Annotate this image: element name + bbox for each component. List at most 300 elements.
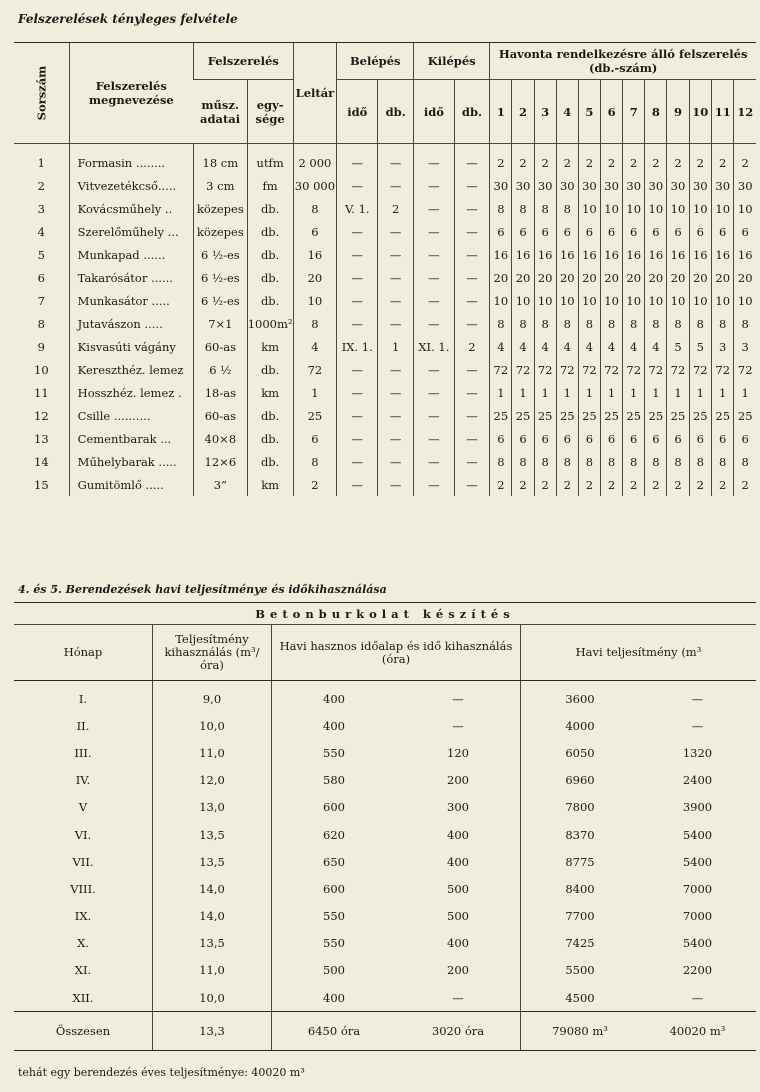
row-kilepes-db: — [454, 174, 490, 197]
kihasznalas: 400 [447, 936, 469, 951]
table-row [14, 984, 756, 1012]
header-felszereles: Felszerelés [193, 43, 293, 80]
row-kilepes-ido: — [414, 289, 455, 312]
row-month-value: 72 [734, 358, 756, 381]
row-leltar: 10 [293, 289, 337, 312]
row-kilepes-ido: — [414, 220, 455, 243]
row-belepes-db: — [378, 404, 414, 427]
row-month-value: 25 [712, 404, 734, 427]
row-month-value: 5 [667, 335, 689, 358]
row-month-value: 4 [578, 335, 600, 358]
havi-a: 8400 [521, 875, 640, 902]
row-kilepes-ido: — [414, 450, 455, 473]
row-desc: Hosszhéz. lemez . [69, 381, 193, 404]
table2-title: 4. és 5. Berendezések havi teljesítménye és időkihasználása [18, 583, 387, 596]
row-number: 5 [37, 247, 45, 262]
row-month-value: 2 [556, 144, 578, 175]
row-month-value: 10 [734, 289, 756, 312]
idoalap: 600 [272, 794, 397, 821]
header-havonta: Havonta rendelkezésre álló felszerelés (db.-szám) [490, 43, 756, 80]
kihasznalas: — [452, 691, 464, 706]
row-month-value: 1 [512, 381, 534, 404]
row-desc: Munkapad ...... [69, 243, 193, 266]
row-month-value: 8 [534, 312, 556, 335]
kihasznalas: 400 [447, 854, 469, 869]
row-month-value: 1 [534, 381, 556, 404]
row-month-value: 10 [667, 197, 689, 220]
month-label: III. [74, 745, 92, 760]
row-kilepes-ido: XI. 1. [414, 335, 455, 358]
row-month-value: 6 [556, 427, 578, 450]
row-month-value: 2 [490, 473, 512, 496]
header-month: 4 [556, 80, 578, 144]
idoalap: 500 [272, 957, 397, 984]
total-row [14, 1012, 756, 1051]
havi-a: 8775 [521, 848, 640, 875]
performance-table [14, 602, 756, 1051]
total-idoalap: 6450 óra [272, 1012, 397, 1051]
row-desc: Műhelybarak ..... [69, 450, 193, 473]
header-sorszam: Sorszám [14, 43, 69, 144]
row-month-value: 25 [578, 404, 600, 427]
row-month-value: 72 [556, 358, 578, 381]
row-month-value: 72 [534, 358, 556, 381]
row-kilepes-ido: — [414, 473, 455, 496]
row-month-value: 2 [490, 144, 512, 175]
kihasznalas: 500 [447, 881, 469, 896]
row-number: 7 [37, 293, 45, 308]
row-month-value: 30 [601, 174, 623, 197]
row-month-value: 8 [490, 450, 512, 473]
header-kilepes-db: db. [454, 80, 490, 144]
row-month-value: 6 [601, 220, 623, 243]
havi-b: 2200 [682, 963, 713, 978]
row-month-value: 8 [578, 450, 600, 473]
teljesitmeny: 9,0 [153, 681, 272, 713]
havi-a: 8370 [521, 821, 640, 848]
row-belepes-db: 2 [378, 197, 414, 220]
month-label: VI. [74, 827, 92, 842]
row-month-value: 8 [667, 450, 689, 473]
row-number: 2 [37, 178, 45, 193]
row-month-value: 6 [712, 427, 734, 450]
table2-subtitle: Betonburkolat készítés [14, 603, 756, 625]
table-row [14, 821, 756, 848]
row-adat: 3” [193, 473, 247, 496]
header-month: 1 [490, 80, 512, 144]
row-kilepes-db: — [454, 197, 490, 220]
havi-a: 7425 [521, 930, 640, 957]
idoalap: 550 [272, 739, 397, 766]
row-kilepes-ido: — [414, 144, 455, 175]
table1-title: Felszerelések tényleges felvétele [18, 12, 238, 26]
row-month-value: 25 [734, 404, 756, 427]
row-number: 8 [37, 316, 45, 331]
row-desc: Kisvasúti vágány [69, 335, 193, 358]
header-month: 9 [667, 80, 689, 144]
row-kilepes-db: 2 [454, 335, 490, 358]
row-month-value: 6 [623, 427, 645, 450]
row-leltar: 4 [293, 335, 337, 358]
row-month-value: 10 [645, 197, 667, 220]
idoalap: 580 [272, 767, 397, 794]
row-belepes-ido: — [337, 220, 378, 243]
month-label: VII. [72, 854, 94, 869]
row-month-value: 16 [689, 243, 711, 266]
header-teljesitmeny: Teljesítmény kihasználás (m³/óra) [153, 625, 272, 681]
row-month-value: 8 [512, 450, 534, 473]
row-month-value: 6 [734, 220, 756, 243]
row-month-value: 72 [512, 358, 534, 381]
table-row [14, 930, 756, 957]
row-month-value: 4 [556, 335, 578, 358]
row-kilepes-db: — [454, 266, 490, 289]
row-month-value: 2 [512, 473, 534, 496]
row-number: 10 [34, 362, 49, 377]
teljesitmeny: 10,0 [153, 984, 272, 1012]
row-month-value: 10 [645, 289, 667, 312]
row-month-value: 2 [578, 473, 600, 496]
row-belepes-db: 1 [378, 335, 414, 358]
header-month: 3 [534, 80, 556, 144]
header-egyseg: egy-sége [247, 80, 293, 144]
row-month-value: 10 [689, 289, 711, 312]
row-month-value: 10 [712, 197, 734, 220]
header-month: 5 [578, 80, 600, 144]
row-number: 13 [34, 431, 49, 446]
header-idoalap: Havi hasznos időalap és idő kihasználás (óra) [272, 625, 521, 681]
row-month-value: 72 [490, 358, 512, 381]
row-month-value: 6 [578, 220, 600, 243]
row-month-value: 1 [490, 381, 512, 404]
row-month-value: 6 [623, 220, 645, 243]
table-row [14, 197, 756, 220]
idoalap: 650 [272, 848, 397, 875]
row-month-value: 30 [512, 174, 534, 197]
row-egyseg: db. [247, 289, 293, 312]
month-label: IX. [74, 909, 92, 924]
row-egyseg: db. [247, 358, 293, 381]
row-belepes-db: — [378, 312, 414, 335]
row-month-value: 1 [578, 381, 600, 404]
row-month-value: 2 [645, 144, 667, 175]
havi-b: 5400 [682, 827, 713, 842]
row-month-value: 16 [601, 243, 623, 266]
row-egyseg: db. [247, 197, 293, 220]
row-month-value: 2 [645, 473, 667, 496]
row-month-value: 72 [712, 358, 734, 381]
row-month-value: 8 [601, 450, 623, 473]
row-month-value: 20 [623, 266, 645, 289]
row-egyseg: db. [247, 427, 293, 450]
row-month-value: 6 [601, 427, 623, 450]
row-egyseg: fm [247, 174, 293, 197]
row-adat: 6 ½-es [193, 289, 247, 312]
row-desc: Formasin ........ [69, 144, 193, 175]
row-month-value: 2 [578, 144, 600, 175]
row-belepes-ido: — [337, 243, 378, 266]
row-kilepes-db: — [454, 220, 490, 243]
row-month-value: 6 [645, 427, 667, 450]
row-month-value: 8 [556, 312, 578, 335]
kihasznalas: — [452, 718, 464, 733]
row-month-value: 20 [645, 266, 667, 289]
row-month-value: 2 [689, 144, 711, 175]
kihasznalas: 120 [447, 745, 469, 760]
row-belepes-ido: — [337, 289, 378, 312]
row-adat: 3 cm [193, 174, 247, 197]
row-number: 3 [37, 201, 45, 216]
row-leltar: 72 [293, 358, 337, 381]
table-row [14, 681, 756, 713]
row-adat: 12×6 [193, 450, 247, 473]
row-month-value: 20 [578, 266, 600, 289]
row-belepes-db: — [378, 243, 414, 266]
row-number: 1 [37, 155, 45, 170]
havi-a: 7700 [521, 903, 640, 930]
month-label: VIII. [70, 881, 96, 896]
row-month-value: 30 [556, 174, 578, 197]
row-month-value: 10 [667, 289, 689, 312]
header-belepes-db: db. [378, 80, 414, 144]
havi-b: — [691, 718, 704, 733]
kihasznalas: 500 [447, 909, 469, 924]
row-desc: Csille .......... [69, 404, 193, 427]
row-month-value: 6 [534, 427, 556, 450]
row-leltar: 6 [293, 427, 337, 450]
row-month-value: 10 [623, 197, 645, 220]
row-month-value: 8 [601, 312, 623, 335]
header-belepes: Belépés [337, 43, 414, 80]
row-month-value: 10 [734, 197, 756, 220]
row-egyseg: db. [247, 404, 293, 427]
row-kilepes-ido: — [414, 174, 455, 197]
row-kilepes-ido: — [414, 312, 455, 335]
row-month-value: 8 [623, 312, 645, 335]
row-belepes-ido: — [337, 450, 378, 473]
month-label: V [78, 800, 88, 815]
row-belepes-ido: IX. 1. [337, 335, 378, 358]
row-month-value: 8 [667, 312, 689, 335]
row-belepes-ido: — [337, 312, 378, 335]
row-leltar: 25 [293, 404, 337, 427]
row-month-value: 25 [645, 404, 667, 427]
table-row [14, 266, 756, 289]
row-month-value: 8 [734, 450, 756, 473]
row-number: 11 [34, 385, 49, 400]
header-musz: műsz. adatai [193, 80, 247, 144]
row-month-value: 2 [534, 144, 556, 175]
row-belepes-db: — [378, 220, 414, 243]
havi-b: 7000 [682, 881, 713, 896]
row-month-value: 6 [667, 220, 689, 243]
row-month-value: 2 [512, 144, 534, 175]
row-month-value: 2 [623, 473, 645, 496]
row-month-value: 5 [689, 335, 711, 358]
row-month-value: 2 [534, 473, 556, 496]
havi-b: 5400 [682, 854, 713, 869]
row-month-value: 4 [534, 335, 556, 358]
row-month-value: 8 [689, 450, 711, 473]
month-label: X. [77, 936, 89, 951]
row-month-value: 8 [712, 450, 734, 473]
row-month-value: 10 [512, 289, 534, 312]
row-month-value: 16 [578, 243, 600, 266]
row-kilepes-db: — [454, 289, 490, 312]
row-month-value: 6 [689, 220, 711, 243]
row-month-value: 25 [512, 404, 534, 427]
row-kilepes-db: — [454, 312, 490, 335]
row-month-value: 6 [490, 427, 512, 450]
teljesitmeny: 12,0 [153, 767, 272, 794]
kihasznalas: 200 [447, 773, 469, 788]
row-month-value: 4 [601, 335, 623, 358]
row-month-value: 20 [490, 266, 512, 289]
header-leltar: Leltár [293, 43, 337, 144]
row-egyseg: km [247, 381, 293, 404]
row-month-value: 2 [734, 473, 756, 496]
row-month-value: 72 [601, 358, 623, 381]
row-month-value: 72 [667, 358, 689, 381]
row-month-value: 6 [534, 220, 556, 243]
row-adat: 40×8 [193, 427, 247, 450]
idoalap: 600 [272, 875, 397, 902]
row-belepes-ido: — [337, 174, 378, 197]
row-month-value: 10 [601, 197, 623, 220]
row-egyseg: db. [247, 220, 293, 243]
row-desc: Takarósátor ...... [69, 266, 193, 289]
row-egyseg: db. [247, 266, 293, 289]
row-leltar: 20 [293, 266, 337, 289]
month-label: II. [76, 718, 90, 733]
row-desc: Szerelőműhely ... [69, 220, 193, 243]
havi-b: 1320 [682, 745, 713, 760]
row-month-value: 6 [689, 427, 711, 450]
month-label: I. [78, 691, 88, 706]
table-row [14, 903, 756, 930]
row-month-value: 2 [667, 144, 689, 175]
row-month-value: 25 [601, 404, 623, 427]
row-month-value: 8 [578, 312, 600, 335]
month-label: XII. [72, 990, 94, 1005]
row-month-value: 4 [512, 335, 534, 358]
row-month-value: 3 [712, 335, 734, 358]
row-kilepes-db: — [454, 427, 490, 450]
havi-a: 4500 [521, 984, 640, 1012]
row-month-value: 2 [734, 144, 756, 175]
total-teljesitmeny: 13,3 [153, 1012, 272, 1051]
header-month: 7 [623, 80, 645, 144]
row-belepes-db: — [378, 144, 414, 175]
havi-a: 6050 [521, 739, 640, 766]
row-adat: 6 ½-es [193, 243, 247, 266]
header-month: 12 [734, 80, 756, 144]
row-leltar: 8 [293, 312, 337, 335]
table-row [14, 358, 756, 381]
row-month-value: 20 [734, 266, 756, 289]
row-month-value: 1 [667, 381, 689, 404]
row-leltar: 6 [293, 220, 337, 243]
header-month: 11 [712, 80, 734, 144]
teljesitmeny: 14,0 [153, 903, 272, 930]
havi-a: 4000 [521, 712, 640, 739]
row-desc: Vitvezetékcső..... [69, 174, 193, 197]
row-month-value: 25 [623, 404, 645, 427]
row-month-value: 20 [512, 266, 534, 289]
row-adat: 7×1 [193, 312, 247, 335]
kihasznalas: 200 [447, 963, 469, 978]
row-belepes-ido: — [337, 427, 378, 450]
row-month-value: 2 [667, 473, 689, 496]
row-egyseg: utfm [247, 144, 293, 175]
row-leltar: 8 [293, 197, 337, 220]
row-adat: közepes [193, 220, 247, 243]
row-month-value: 6 [490, 220, 512, 243]
row-month-value: 20 [712, 266, 734, 289]
row-month-value: 10 [578, 289, 600, 312]
row-desc: Jutavászon ..... [69, 312, 193, 335]
row-month-value: 20 [667, 266, 689, 289]
row-egyseg: km [247, 335, 293, 358]
havi-a: 6960 [521, 767, 640, 794]
row-belepes-ido: — [337, 266, 378, 289]
table-row [14, 875, 756, 902]
header-month: 10 [689, 80, 711, 144]
row-month-value: 8 [734, 312, 756, 335]
row-kilepes-db: — [454, 450, 490, 473]
row-month-value: 8 [712, 312, 734, 335]
row-month-value: 4 [623, 335, 645, 358]
row-month-value: 2 [601, 473, 623, 496]
header-havi: Havi teljesítmény (m³ [521, 625, 757, 681]
row-month-value: 8 [623, 450, 645, 473]
table-row [14, 220, 756, 243]
equipment-table [14, 42, 756, 496]
row-month-value: 6 [512, 220, 534, 243]
row-belepes-ido: — [337, 473, 378, 496]
row-month-value: 4 [645, 335, 667, 358]
table-row [14, 289, 756, 312]
row-month-value: 6 [556, 220, 578, 243]
row-number: 9 [37, 339, 45, 354]
row-month-value: 1 [623, 381, 645, 404]
header-month: 2 [512, 80, 534, 144]
row-month-value: 72 [645, 358, 667, 381]
teljesitmeny: 11,0 [153, 957, 272, 984]
row-belepes-db: — [378, 289, 414, 312]
table-row [14, 712, 756, 739]
row-desc: Cementbarak ... [69, 427, 193, 450]
teljesitmeny: 14,0 [153, 875, 272, 902]
idoalap: 620 [272, 821, 397, 848]
footer-note: tehát egy berendezés éves teljesítménye: 40020 m³ [18, 1066, 305, 1079]
row-month-value: 16 [623, 243, 645, 266]
havi-b: 5400 [682, 936, 713, 951]
row-leltar: 1 [293, 381, 337, 404]
row-leltar: 16 [293, 243, 337, 266]
row-egyseg: km [247, 473, 293, 496]
row-month-value: 8 [645, 450, 667, 473]
row-month-value: 1 [712, 381, 734, 404]
total-label: Összesen [14, 1012, 153, 1051]
row-month-value: 2 [556, 473, 578, 496]
row-desc: Kereszthéz. lemez [69, 358, 193, 381]
row-egyseg: db. [247, 243, 293, 266]
row-kilepes-db: — [454, 473, 490, 496]
row-month-value: 6 [512, 427, 534, 450]
row-month-value: 8 [490, 312, 512, 335]
row-belepes-db: — [378, 266, 414, 289]
